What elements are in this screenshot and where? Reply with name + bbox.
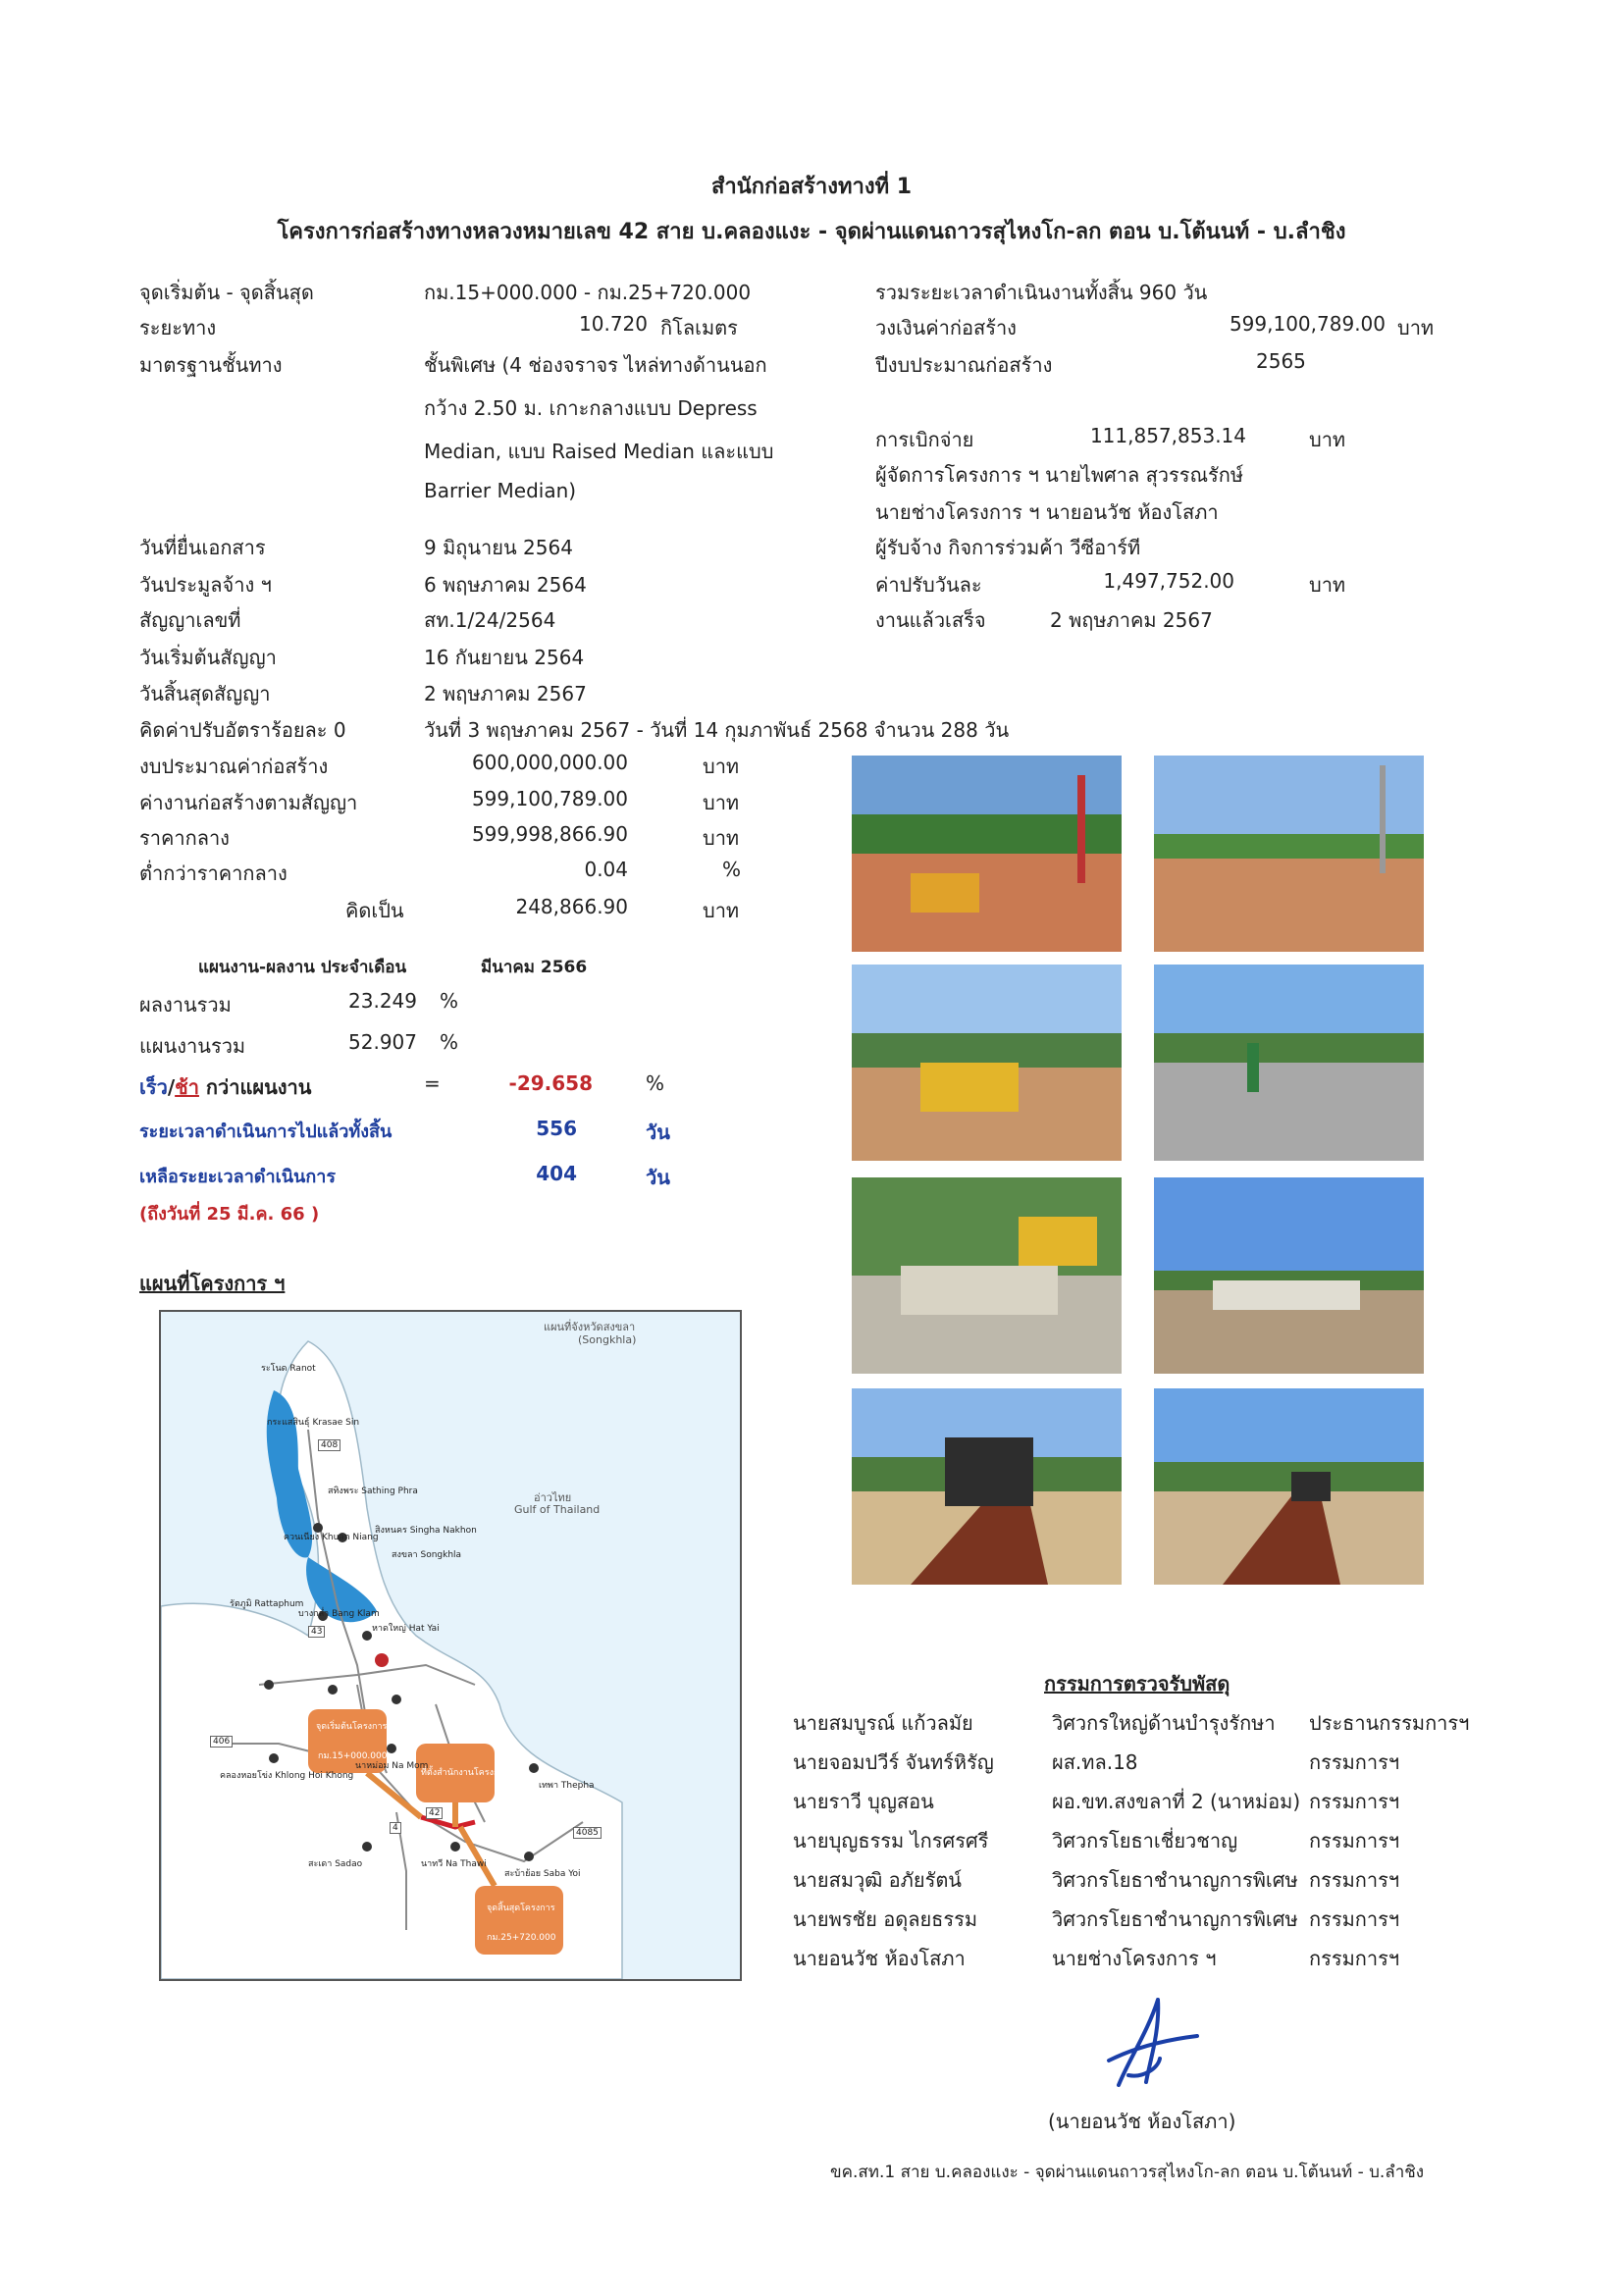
submit-value: 9 มิถุนายน 2564: [424, 536, 573, 559]
vs-plan-text: กว่าแผนงาน: [198, 1075, 312, 1099]
elapsed-unit: วัน: [646, 1121, 670, 1144]
construction-photo: [852, 1388, 1122, 1585]
distance-value: 10.720: [579, 312, 648, 336]
as-of-date: (ถึงวันที่ 25 มี.ค. 66 ): [139, 1204, 320, 1225]
diff-value: -29.658: [508, 1071, 593, 1095]
fine-label: ค่าปรับวันละ: [875, 573, 982, 597]
member-role: กรรมการฯ: [1309, 1750, 1400, 1774]
contractor: ผู้รับจ้าง กิจการร่วมค้า วีซีอาร์ที: [875, 536, 1141, 559]
money-unit: บาท: [703, 791, 740, 814]
end-box-km: กม.25+720.000: [487, 1933, 556, 1943]
disburse-value: 111,857,853.14: [1089, 424, 1246, 447]
member-position: วิศวกรโยธาชำนาญการพิเศษ: [1052, 1868, 1298, 1892]
construction-photo: [1154, 965, 1424, 1161]
member-role: กรรมการฯ: [1309, 1907, 1400, 1931]
budget-unit: บาท: [1397, 316, 1435, 339]
standard-line-2: กว้าง 2.50 ม. เกาะกลางแบบ Depress: [424, 396, 758, 420]
member-name: นายจอมปวีร์ จันทร์หิรัญ: [793, 1750, 994, 1774]
money-unit: %: [722, 858, 742, 881]
plan-label: แผนงานรวม: [139, 1034, 246, 1058]
standard-line-4: Barrier Median): [424, 479, 577, 502]
equiv-value: 248,866.90: [515, 895, 628, 918]
place-label: นาทวี Na Thawi: [421, 1859, 487, 1869]
fast-slow-label: [139, 1071, 311, 1103]
construction-photo: [852, 1177, 1122, 1374]
place-label: สงขลา Songkhla: [392, 1550, 462, 1560]
member-role: กรรมการฯ: [1309, 1829, 1400, 1852]
member-name: นายสมวุฒิ อภัยรัตน์: [793, 1868, 962, 1892]
member-position: วิศวกรโยธาเชี่ยวชาญ: [1052, 1829, 1238, 1852]
remain-value: 404: [536, 1162, 577, 1185]
slash-text: /: [167, 1075, 176, 1099]
money-label: ค่างานก่อสร้างตามสัญญา: [139, 791, 358, 814]
progress-header-label: แผนงาน-ผลงาน ประจำเดือน: [198, 958, 407, 977]
standard-label: มาตรฐานชั้นทาง: [139, 353, 283, 377]
member-name: นายบุญธรรม ไกรศรศรี: [793, 1829, 989, 1852]
route-shield: 408: [318, 1439, 340, 1451]
money-label: งบประมาณค่าก่อสร้าง: [139, 755, 329, 778]
money-value: 0.04: [584, 858, 628, 881]
fine-value: 1,497,752.00: [1103, 569, 1234, 593]
result-label: ผลงานรวม: [139, 993, 232, 1017]
contract-no-value: สท.1/24/2564: [424, 608, 556, 632]
money-value: 599,998,866.90: [471, 822, 628, 846]
place-label: ควนเนียง Khuan Niang: [284, 1533, 379, 1542]
finish-value: 2 พฤษภาคม 2567: [1050, 608, 1213, 632]
signature: [1089, 1992, 1207, 2100]
start-box-km: กม.15+000.000: [318, 1751, 388, 1761]
map-graphic: [161, 1312, 740, 1979]
result-value: 23.249: [348, 989, 417, 1013]
route-shield: 43: [308, 1626, 325, 1638]
signature-graphic: [1089, 1992, 1207, 2100]
member-name: นายราวี บุญสอน: [793, 1790, 934, 1813]
fast-text: เร็ว: [139, 1075, 168, 1099]
equiv-label: คิดเป็น: [345, 899, 404, 922]
money-label: ต่ำกว่าราคากลาง: [139, 861, 288, 885]
contract-end-value: 2 พฤษภาคม 2567: [424, 682, 587, 705]
member-name: นายพรชัย อดุลยธรรม: [793, 1907, 978, 1931]
year-label: ปีงบประมาณก่อสร้าง: [875, 353, 1053, 377]
contract-end-label: วันสิ้นสุดสัญญา: [139, 682, 271, 705]
place-label: สิงหนคร Singha Nakhon: [375, 1526, 477, 1536]
footer-text: ขค.สท.1 สาย บ.คลองแงะ - จุดผ่านแดนถาวรสุไหงโก-ลก ตอน บ.โต้นนท์ - บ.ลำชิง: [830, 2163, 1425, 2182]
gulf-th: อ่าวไทย: [534, 1491, 572, 1504]
budget-label: วงเงินค่าก่อสร้าง: [875, 316, 1017, 339]
budget-value: 599,100,789.00: [1229, 312, 1386, 336]
project-title: โครงการก่อสร้างทางหลวงหมายเลข 42 สาย บ.คลองแงะ - จุดผ่านแดนถาวรสุไหงโก-ลก ตอน บ.โต้นนท์ - บ.ลำชิง: [277, 220, 1346, 244]
member-position: ผอ.ขท.สงขลาที่ 2 (นาหม่อม): [1052, 1790, 1301, 1813]
committee-title: กรรมการตรวจรับพัสดุ: [1044, 1672, 1230, 1696]
money-value: 599,100,789.00: [471, 787, 628, 810]
money-value: 600,000,000.00: [471, 751, 628, 774]
construction-photo: [852, 965, 1122, 1161]
map-title-th: แผนที่จังหวัดสงขลา: [544, 1321, 636, 1333]
construction-photo: [852, 756, 1122, 952]
map-title-en: (Songkhla): [578, 1333, 637, 1346]
remain-unit: วัน: [646, 1166, 670, 1189]
contract-start-value: 16 กันยายน 2564: [424, 646, 585, 669]
construction-photo: [1154, 1177, 1424, 1374]
diff-pct: %: [646, 1071, 665, 1095]
member-position: วิศวกรโยธาชำนาญการพิเศษ: [1052, 1907, 1298, 1931]
route-shield: 4085: [573, 1827, 602, 1839]
submit-label: วันที่ยื่นเอกสาร: [139, 536, 266, 559]
member-position: นายช่างโครงการ ฯ: [1052, 1947, 1217, 1970]
fine-unit: บาท: [1309, 573, 1346, 597]
member-role: ประธานกรรมการฯ: [1309, 1711, 1470, 1735]
contract-no-label: สัญญาเลขที่: [139, 608, 241, 632]
member-name: นายสมบูรณ์ แก้วลมัย: [793, 1711, 973, 1735]
year-value: 2565: [1256, 349, 1306, 373]
member-role: กรรมการฯ: [1309, 1868, 1400, 1892]
member-role: กรรมการฯ: [1309, 1790, 1400, 1813]
place-label: รัตภูมิ Rattaphum: [230, 1599, 304, 1609]
equiv-unit: บาท: [703, 899, 740, 922]
total-time: รวมระยะเวลาดำเนินงานทั้งสิ้น 960 วัน: [875, 281, 1208, 304]
project-map: [159, 1310, 742, 1981]
route-shield: 406: [210, 1736, 233, 1748]
office-title: สำนักก่อสร้างทางที่ 1: [710, 175, 913, 199]
slow-text: ช้า: [175, 1075, 199, 1099]
member-position: วิศวกรใหญ่ด้านบำรุงรักษา: [1052, 1711, 1276, 1735]
member-role: กรรมการฯ: [1309, 1947, 1400, 1970]
money-unit: บาท: [703, 826, 740, 850]
elapsed-label: ระยะเวลาดำเนินการไปแล้วทั้งสิ้น: [139, 1122, 393, 1142]
money-unit: บาท: [703, 755, 740, 778]
penalty-label: คิดค่าปรับอัตราร้อยละ 0: [139, 718, 346, 742]
place-label: บางกล่ำ Bang Klam: [298, 1609, 380, 1619]
member-position: ผส.ทล.18: [1052, 1750, 1138, 1774]
start-end-label: จุดเริ่มต้น - จุดสิ้นสุด: [139, 281, 314, 304]
place-label: นาหม่อม Na Mom: [355, 1761, 429, 1771]
result-pct: %: [440, 989, 459, 1013]
place-label: เทพา Thepha: [539, 1781, 595, 1791]
end-box-label: จุดสิ้นสุดโครงการ: [487, 1904, 555, 1913]
finish-label: งานแล้วเสร็จ: [875, 608, 986, 632]
place-label: สทิงพระ Sathing Phra: [328, 1487, 418, 1496]
place-label: ระโนด Ranot: [261, 1364, 316, 1374]
map-section-title: แผนที่โครงการ ฯ: [139, 1272, 286, 1295]
bid-value: 6 พฤษภาคม 2564: [424, 573, 587, 597]
place-label: กระแสสินธุ์ Krasae Sin: [267, 1418, 360, 1428]
construction-photo: [1154, 1388, 1424, 1585]
place-label: คลองหอยโข่ง Khlong Hoi Khong: [220, 1771, 354, 1781]
start-end-value: กม.15+000.000 - กม.25+720.000: [424, 281, 752, 304]
office-box-label: ที่ตั้งสำนักงานโครงการ: [421, 1768, 509, 1778]
gulf-en: Gulf of Thailand: [514, 1503, 601, 1516]
bid-label: วันประมูลจ้าง ฯ: [139, 573, 272, 597]
construction-photo: [1154, 756, 1424, 952]
signature-name: (นายอนวัช ห้องโสภา): [1048, 2110, 1236, 2133]
plan-value: 52.907: [348, 1030, 417, 1054]
money-label: ราคากลาง: [139, 826, 230, 850]
manager: ผู้จัดการโครงการ ฯ นายไพศาล สุวรรณรักษ์: [875, 463, 1244, 487]
elapsed-value: 556: [536, 1117, 577, 1140]
plan-pct: %: [440, 1030, 459, 1054]
penalty-value: วันที่ 3 พฤษภาคม 2567 - วันที่ 14 กุมภาพันธ์ 2568 จำนวน 288 วัน: [424, 718, 1010, 742]
place-label: สะเดา Sadao: [308, 1859, 363, 1869]
progress-header-month: มีนาคม 2566: [481, 958, 588, 977]
standard-line-3: Median, แบบ Raised Median และแบบ: [424, 440, 774, 463]
place-label: หาดใหญ่ Hat Yai: [372, 1624, 440, 1634]
engineer: นายช่างโครงการ ฯ นายอนวัช ห้องโสภา: [875, 500, 1219, 524]
disburse-label: การเบิกจ่าย: [875, 428, 974, 451]
equals-sign: =: [424, 1071, 441, 1095]
disburse-unit: บาท: [1309, 428, 1346, 451]
place-label: สะบ้าย้อย Saba Yoi: [504, 1869, 581, 1879]
route-shield: 4: [390, 1822, 401, 1834]
remain-label: เหลือระยะเวลาดำเนินการ: [139, 1167, 337, 1187]
route-shield: 42: [426, 1807, 443, 1819]
distance-label: ระยะทาง: [139, 316, 217, 339]
standard-line-1: ชั้นพิเศษ (4 ช่องจราจร ไหล่ทางด้านนอก: [424, 353, 767, 377]
start-box-label: จุดเริ่มต้นโครงการ: [316, 1722, 388, 1732]
member-name: นายอนวัช ห้องโสภา: [793, 1947, 966, 1970]
distance-unit: กิโลเมตร: [660, 316, 738, 339]
contract-start-label: วันเริ่มต้นสัญญา: [139, 646, 277, 669]
